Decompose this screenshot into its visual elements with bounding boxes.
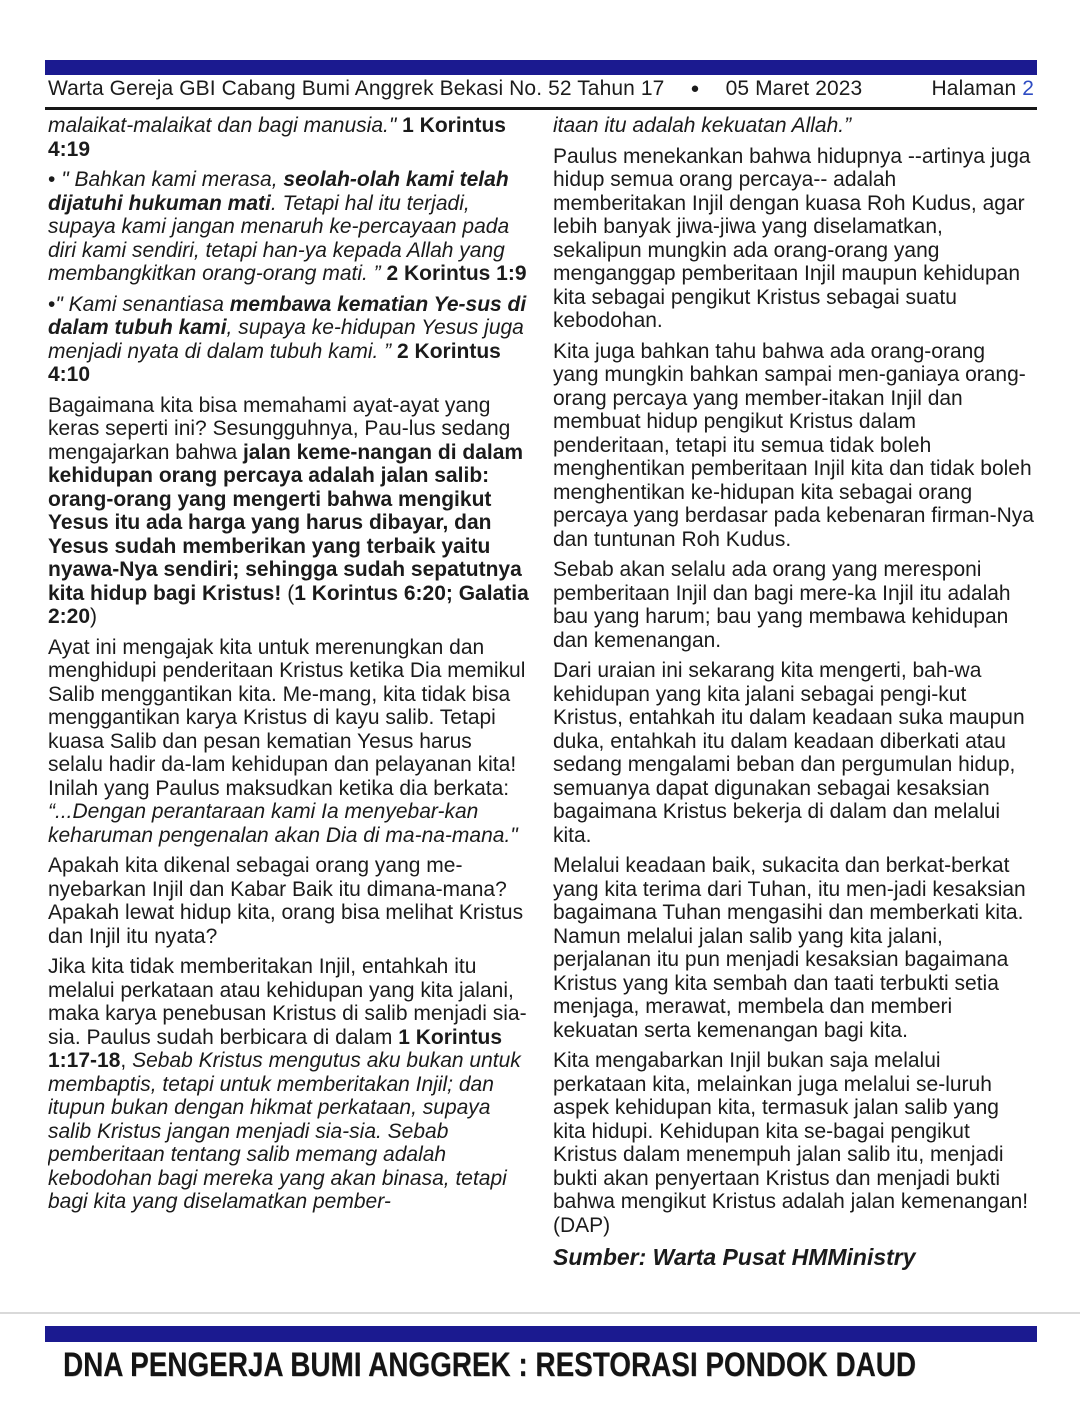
paragraph — [48, 955, 529, 1214]
text-run: 2 Korintus 1:9 — [386, 262, 527, 285]
bullet-paragraph — [48, 293, 529, 387]
text-run: malaikat-malaikat dan bagi manusia." — [48, 114, 403, 137]
text-run: 1 Korintus 4:19 — [48, 114, 506, 161]
bottom-divider-bar — [45, 1326, 1037, 1342]
text-run: Sebab akan selalu ada orang yang meresponi pemberitaan Injil dan bagi mere-ka Injil itu adalah bau yang harum; bau yang membawa kehidupan dan kemenangan. — [553, 558, 1011, 652]
text-run: Sumber: Warta Pusat HMMinistry — [553, 1244, 916, 1270]
text-run: . Tetapi hal itu terjadi, supaya kami jangan menaruh ke-percayaan pada diri kami sendiri, tetapi han-ya kepada Allah yang membangkitkan orang-orang mati. ” — [48, 191, 510, 285]
top-divider-bar — [45, 60, 1037, 75]
text-run: , supaya ke-hidupan Yesus juga menjadi nyata di dalam tubuh kami. ” — [48, 316, 524, 363]
text-run: ( — [287, 581, 295, 605]
header-date: 05 Maret 2023 — [725, 77, 863, 100]
text-run: • — [48, 168, 62, 191]
paragraph — [48, 854, 529, 948]
right-column — [553, 114, 1034, 1312]
paragraph — [553, 854, 1034, 1042]
text-run: Ayat ini mengajak kita untuk merenungkan dan menghidupi penderitaan Kristus ketika Dia memikul Salib menggantikan kita. Me-mang, kita tidak bisa menggantikan karya Kristus di kayu salib. Tetapi kuasa Salib dan pesan kematian Yesus harus selalu hadir da-lam kehidupan dan pelayanan kita! Inilah yang Paulus maksudkan ketika dia berkata: — [48, 635, 526, 800]
source-line — [553, 1246, 1034, 1270]
paragraph — [48, 394, 529, 629]
text-run: itaan itu adalah kekuatan Allah.” — [553, 114, 852, 137]
footer — [63, 1346, 1063, 1384]
left-column — [48, 114, 529, 1312]
page-number-label: Halaman — [931, 77, 1023, 100]
text-run: Kita mengabarkan Injil bukan saja melalui perkataan kita, melainkan juga melalui se-luruh aspek kehidupan kita, termasuk jalan salib yang kita hidupi. Kehidupan kita se-bagai pengikut Kristus dalam menempuh jalan salib itu, menjadi bukti akan penyertaan Kristus dan menjadi bukti bahwa mengikut Kristus adalah jalan kemenangan! (DAP) — [553, 1049, 1029, 1237]
text-run: jalan keme-nangan di dalam kehidupan orang percaya adalah jalan salib: orang-orang yang mengerti bahwa mengikut Yesus itu ada harga yang harus dibayar, dan Yesus sudah memberikan yang terbaik yaitu nyawa-Nya sendiri; sehingga sudah sepatutnya kita hidup bagi Kristus! — [48, 440, 524, 605]
header-separator-bullet: ● — [690, 80, 700, 97]
footer-thin-rule — [0, 1312, 1080, 1314]
text-run: 1 Korintus 6:20; Galatia 2:20 — [48, 581, 529, 628]
text-run: Kita juga bahkan tahu bahwa ada orang-orang yang mungkin bahkan sampai men-ganiaya orang-orang percaya yang member-itakan Injil dan membuat hidup pengikut Kristus dalam penderitaan, tetapi itu semua tidak boleh menghentikan pemberitaan Injil kita dan tidak boleh menghentikan ke-hidupan kita sebagai orang percaya yang berdasar pada kebenaran firman-Nya dan tuntunan Roh Kudus. — [553, 339, 1034, 551]
text-run: “...Dengan perantaraan kami Ia menyebar-kan keharuman pengenalan akan Dia di ma-na-mana." — [48, 800, 518, 847]
header-title: Warta Gereja GBI Cabang Bumi Anggrek Bekasi No. 52 Tahun 17 — [48, 77, 665, 100]
paragraph — [48, 114, 529, 161]
text-run: • — [48, 292, 56, 316]
paragraph — [553, 145, 1034, 333]
text-run: Bagaimana kita bisa memahami ayat-ayat yang keras seperti ini? Sesungguhnya, Pau-lus sedang mengajarkan bahwa — [48, 393, 511, 464]
text-run: " Kami senantiasa — [55, 292, 230, 316]
header-rule — [45, 107, 1037, 110]
page-number: 2 — [1022, 77, 1034, 100]
text-run: Sebab Kristus mengutus aku bukan untuk membaptis, tetapi untuk memberitakan Injil; dan itupun bukan dengan hikmat perkataan, supaya salib Kristus jangan menjadi sia-sia. Sebab pemberitaan tentang salib memang adalah kebodohan bagi mereka yang akan binasa, tetapi bagi kita yang diselamatkan pember- — [48, 1049, 521, 1213]
article-body — [48, 114, 1034, 1312]
text-run: Paulus menekankan bahwa hidupnya --artinya juga hidup semua orang percaya-- adalah memberitakan Injil dengan kuasa Roh Kudus, agar lebih banyak jiwa-jiwa yang diselamatkan, sekalipun mungkin ada orang-orang yang menganggap pemberitaan Injil maupun kehidupan kita sebagai pengikut Kristus sebagai suatu kebodohan. — [553, 144, 1031, 332]
text-run: Melalui keadaan baik, sukacita dan berkat-berkat yang kita terima dari Tuhan, itu men-jadi kesaksian bagaimana Tuhan mengasihi dan memberkati kita. Namun melalui jalan salib yang kita jalani, perjalanan itu pun menjadi kesaksian bagaimana Kristus yang kita sembah dan taati terbukti setia menjaga, merawat, membela dan memberi kekuatan serta kemenangan bagi kita. — [553, 854, 1026, 1042]
page-header — [48, 77, 1034, 101]
text-run: Dari uraian ini sekarang kita mengerti, bah-wa kehidupan yang kita jalani sebagai pengi-kut Kristus, entahkah itu dalam keadaan suka maupun duka, entahkah itu dalam keadaan diberkati atau sedang mengalami beban dan pergumulan hidup, semuanya dapat digunakan sebagai kesaksian bagaimana Kristus bekerja di dalam dan melalui kita. — [553, 659, 1025, 847]
paragraph — [553, 340, 1034, 552]
page-number-group — [932, 77, 1034, 101]
text-run: membawa kematian Ye-sus di dalam tubuh kami — [48, 292, 527, 339]
paragraph — [48, 636, 529, 848]
paragraph — [553, 659, 1034, 847]
text-run: " Bahkan kami merasa, — [61, 168, 284, 191]
text-run: 1 Korintus 1:17-18 — [48, 1025, 503, 1072]
text-run: ) — [90, 605, 98, 628]
paragraph — [553, 558, 1034, 652]
text-run: seolah-olah kami telah dijatuhi hukuman mati — [48, 168, 509, 215]
bullet-paragraph — [48, 168, 529, 286]
paragraph — [553, 1049, 1034, 1237]
text-run: 2 Korintus 4:10 — [48, 339, 501, 386]
text-run: Jika kita tidak memberitakan Injil, entahkah itu melalui perkataan atau kehidupan yang kita jalani, maka karya penebusan Kristus di salib menjadi sia-sia. Paulus sudah berbicara di dalam — [48, 955, 527, 1049]
text-run: , — [120, 1049, 133, 1072]
footer-slogan: DNA PENGERJA BUMI ANGGREK : RESTORASI PONDOK DAUD — [63, 1346, 916, 1384]
paragraph — [553, 114, 1034, 138]
text-run: Apakah kita dikenal sebagai orang yang me-nyebarkan Injil dan Kabar Baik itu dimana-mana? Apakah lewat hidup kita, orang bisa melihat Kristus dan Injil itu nyata? — [48, 854, 524, 948]
header-title-group — [48, 77, 862, 101]
